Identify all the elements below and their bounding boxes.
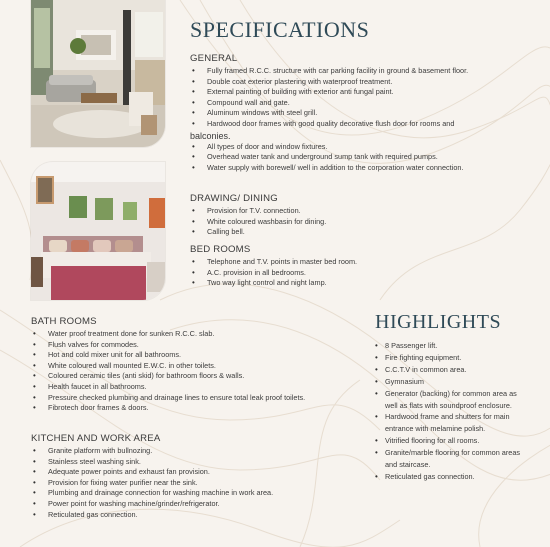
list-item: • White coloured washbasin for dining. [190, 217, 535, 228]
list-item: • Stainless steel washing sink. [31, 457, 361, 468]
list-item: • Power point for washing machine/grinder/refrigerator. [31, 499, 361, 510]
list-item: • Vitrified flooring for all rooms. [375, 435, 525, 447]
list-item: • Health faucet in all bathrooms. [31, 382, 361, 393]
list-item: • Hot and cold mixer unit for all bathrooms. [31, 350, 361, 361]
list-item: • Hardwood door frames with good quality decorative flush door for rooms and [190, 119, 535, 130]
list-item: • Granite/marble flooring for common areas and staircase. [375, 447, 525, 471]
highlights-section [375, 340, 525, 483]
drawing-list [190, 206, 535, 238]
list-item: • Generator (backing) for common area as well as flats with soundproof enclosure. [375, 388, 525, 412]
list-item: • All types of door and window fixtures. [190, 142, 535, 153]
general-list-2 [190, 142, 535, 174]
list-item: • A.C. provision in all bedrooms. [190, 268, 535, 279]
drawing-dining-title: DRAWING/ DINING [190, 193, 278, 204]
living-room-photo [31, 0, 165, 147]
list-item: • External painting of building with exterior anti fungal paint. [190, 87, 535, 98]
list-item: • Two way light control and night lamp. [190, 278, 535, 289]
bathrooms-title: BATH ROOMS [31, 316, 97, 327]
general-section [190, 53, 535, 173]
kitchen-section [31, 433, 361, 520]
bedrooms-list [190, 257, 535, 289]
bedrooms-section [190, 244, 535, 289]
list-item: • Reticulated gas connection. [31, 510, 361, 521]
list-item: • Provision for fixing water purifier near the sink. [31, 478, 361, 489]
kitchen-list [31, 446, 361, 520]
highlights-heading: HIGHLIGHTS [375, 311, 502, 333]
list-item: • Gymnasium [375, 376, 525, 388]
general-title: GENERAL [190, 53, 238, 64]
general-list [190, 66, 535, 130]
highlights-list [375, 340, 525, 483]
list-item: • Provision for T.V. connection. [190, 206, 535, 217]
general-continuation: balconies. [190, 130, 231, 141]
list-item: • Plumbing and drainage connection for washing machine in work area. [31, 488, 361, 499]
bedrooms-title: BED ROOMS [190, 244, 251, 255]
kitchen-title: KITCHEN AND WORK AREA [31, 433, 161, 444]
list-item: • Aluminum windows with steel grill. [190, 108, 535, 119]
list-item: • Coloured ceramic tiles (anti skid) for bathroom floors & walls. [31, 371, 361, 382]
bathrooms-list [31, 329, 361, 414]
list-item: • Telephone and T.V. points in master bed room. [190, 257, 535, 268]
list-item: • C.C.T.V in common area. [375, 364, 525, 376]
list-item: • Water proof treatment done for sunken R.C.C. slab. [31, 329, 361, 340]
drawing-dining-section [190, 193, 535, 238]
bedroom-photo [31, 162, 165, 300]
list-item: • Calling bell. [190, 227, 535, 238]
list-item: • Granite platform with bullnozing. [31, 446, 361, 457]
list-item: • Fully framed R.C.C. structure with car parking facility in ground & basement floor. [190, 66, 535, 77]
list-item: • Overhead water tank and underground sump tank with required pumps. [190, 152, 535, 163]
list-item: • 8 Passenger lift. [375, 340, 525, 352]
list-item: • Fire fighting equipment. [375, 352, 525, 364]
list-item: • Pressure checked plumbing and drainage lines to ensure total leak proof toilets. [31, 393, 361, 404]
list-item: • Fibrotech door frames & doors. [31, 403, 361, 414]
list-item: • Hardwood frame and shutters for main entrance with melamine polish. [375, 411, 525, 435]
specifications-heading: SPECIFICATIONS [190, 17, 370, 42]
list-item: • Adequate power points and exhaust fan provision. [31, 467, 361, 478]
list-item: • Reticulated gas connection. [375, 471, 525, 483]
bathrooms-section [31, 316, 361, 414]
list-item: • Compound wall and gate. [190, 98, 535, 109]
list-item: • Flush valves for commodes. [31, 340, 361, 351]
list-item: • Water supply with borewell/ well in addition to the corporation water connection. [190, 163, 535, 174]
list-item: • White coloured wall mounted E.W.C. in other toilets. [31, 361, 361, 372]
list-item: • Double coat exterior plastering with waterproof treatment. [190, 77, 535, 88]
